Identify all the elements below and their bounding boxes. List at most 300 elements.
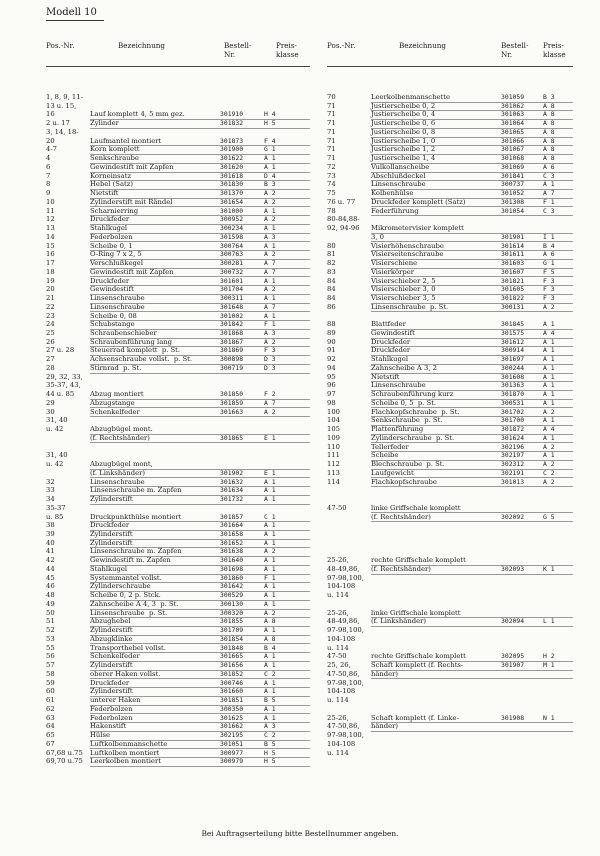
description-cell: Korneinsatz — [90, 171, 132, 180]
price-class-cell: B 5 — [264, 739, 276, 748]
pos-cell: 35-37 — [46, 503, 66, 512]
description-cell: Druckfeder — [90, 276, 130, 285]
pos-cell: 114 — [327, 477, 340, 486]
description-cell: Abzugbügel mont, — [90, 460, 153, 469]
pos-cell: 112 — [327, 460, 340, 469]
description-cell: Blechschraube p. St. — [371, 460, 445, 469]
order-number-cell: 300763 — [220, 250, 244, 259]
header-order-line2: Nr. — [501, 49, 513, 59]
price-class-cell: A 8 — [543, 136, 555, 145]
order-number-cell: 301865 — [220, 433, 244, 442]
pos-cell: 12 — [46, 215, 55, 224]
header-order-line1: Bestell- — [501, 41, 529, 50]
description-cell: 3, 0 — [371, 232, 384, 241]
price-class-cell: F 1 — [264, 573, 276, 582]
order-number-cell: 301607 — [501, 267, 525, 276]
price-class-cell: H 5 — [264, 757, 276, 766]
pos-cell: 63 — [46, 713, 55, 722]
row-dotted-rule — [90, 442, 310, 443]
description-cell: Justierscheibe 0, 6 — [371, 119, 436, 128]
description-cell: Schaft komplett (f. Rechts- — [371, 661, 464, 670]
price-class-cell: A 1 — [264, 477, 276, 486]
table-header-left — [46, 42, 310, 66]
order-number-cell: 301821 — [501, 276, 525, 285]
price-class-cell: L 1 — [543, 617, 555, 626]
price-class-cell: A 1 — [264, 564, 276, 573]
pos-cell: 111 — [327, 451, 340, 460]
description-cell: Hakenstift — [90, 722, 127, 731]
pos-cell: 71 — [327, 101, 336, 110]
order-number-cell: 300952 — [220, 215, 244, 224]
description-cell: rechte Griffschale komplett — [371, 652, 466, 661]
price-class-cell: F 3 — [543, 276, 555, 285]
description-cell: Korn komplett — [90, 145, 140, 154]
description-cell: Schraubenschieber — [90, 328, 157, 337]
pos-cell: 67 — [46, 739, 55, 748]
order-number-cell: 301605 — [501, 285, 525, 294]
pos-cell: 97-98,100, — [327, 678, 364, 687]
header-pos: Pos.-Nr. — [327, 41, 356, 50]
description-cell: Scheibe 0, 5 p. St. — [371, 398, 437, 407]
order-number-cell: 301859 — [220, 398, 244, 407]
pos-cell: 47-50,86, — [327, 669, 360, 678]
order-number-cell: 301634 — [220, 486, 244, 495]
description-cell: Justierscheibe 1, 0 — [371, 136, 436, 145]
pos-cell: 25-26, — [327, 713, 349, 722]
description-cell: O-Ring 7 x 2, 5 — [90, 250, 142, 259]
row-dotted-rule — [90, 416, 310, 417]
description-cell: Lauf komplett 4, 5 mm gez. — [90, 110, 185, 119]
order-number-cell: 301054 — [501, 206, 525, 215]
pos-cell: 30 — [46, 407, 55, 416]
order-number-cell: 300311 — [220, 294, 244, 303]
order-number-cell: 301698 — [220, 564, 244, 573]
price-class-cell: G 5 — [543, 512, 555, 521]
description-cell: Federbolzen — [90, 232, 133, 241]
row-dotted-rule — [90, 766, 310, 767]
order-number-cell: 302095 — [501, 652, 525, 661]
pos-cell: 71 — [327, 110, 336, 119]
description-cell: Zylinderstift — [90, 495, 133, 504]
price-class-cell: A 8 — [264, 617, 276, 626]
order-number-cell: 301700 — [501, 416, 525, 425]
description-cell: oberer Haken vollst. — [90, 669, 161, 678]
pos-cell: 51 — [46, 617, 55, 626]
order-number-cell: 301068 — [501, 154, 525, 163]
price-class-cell: A 1 — [264, 294, 276, 303]
price-class-cell: A 1 — [264, 713, 276, 722]
price-class-cell: F 3 — [264, 346, 276, 355]
pos-cell: 20 — [46, 285, 55, 294]
pos-cell: 65 — [46, 731, 55, 740]
order-number-cell: 301632 — [220, 477, 244, 486]
price-class-cell: A 1 — [543, 180, 555, 189]
pos-cell: 34 — [46, 495, 55, 504]
pos-cell: 84 — [327, 285, 336, 294]
description-cell: Zahnscheibe A 3, 2 — [371, 363, 437, 372]
pos-cell: 83 — [327, 267, 336, 276]
order-number-cell: 301000 — [220, 206, 244, 215]
description-cell: Luftkolben montiert — [90, 748, 160, 757]
footer-note: Bei Auftragserteilung bitte Bestellnummer angeben. — [201, 829, 399, 838]
order-number-cell: 301870 — [501, 390, 525, 399]
pos-cell: 52 — [46, 626, 55, 635]
price-class-cell: F 3 — [543, 285, 555, 294]
description-cell: Transporthebel vollst. — [90, 643, 166, 652]
pos-cell: 104-108 — [327, 687, 356, 696]
description-cell: Scheibe 0, 08 — [90, 311, 137, 320]
price-class-cell: I 1 — [543, 232, 555, 241]
pos-cell: 89 — [327, 328, 336, 337]
header-rule-right — [327, 66, 573, 67]
description-cell: Leerkolbenmanschette — [371, 93, 450, 101]
description-cell: Nietstift — [371, 372, 400, 381]
description-cell: Tellerfeder — [371, 442, 409, 451]
order-number-cell: 301841 — [501, 171, 525, 180]
pos-cell: 62 — [46, 704, 55, 713]
pos-cell: 13 u. 15, — [46, 101, 77, 110]
header-description: Bezeichnung — [118, 41, 166, 50]
description-cell: unterer Haken — [90, 696, 141, 705]
order-number-cell: 301638 — [220, 547, 244, 556]
price-class-cell: N 1 — [543, 713, 555, 722]
pos-cell: 90 — [327, 337, 336, 346]
price-class-cell: A 7 — [264, 259, 276, 268]
price-class-cell: A 2 — [543, 407, 555, 416]
pos-cell: 92 — [327, 355, 336, 364]
pos-cell: 92, 94-96 — [327, 224, 360, 233]
description-cell: Druckfeder — [90, 215, 130, 224]
pos-cell: 84 — [327, 294, 336, 303]
price-class-cell: C 3 — [543, 171, 555, 180]
price-class-cell: A 1 — [543, 372, 555, 381]
pos-cell: 97-98,100, — [327, 573, 364, 582]
description-cell: Druckpunkthülse montiert — [90, 512, 182, 521]
order-number-cell: 301704 — [220, 285, 244, 294]
price-class-cell: A 1 — [264, 276, 276, 285]
price-class-cell: A 1 — [264, 591, 276, 600]
price-class-cell: F 5 — [543, 267, 555, 276]
price-class-cell: K 1 — [543, 564, 555, 573]
description-cell: Abzugstange — [90, 398, 135, 407]
description-cell: Scheibe 0, 2 p. Stck. — [90, 591, 161, 600]
description-cell: händer) — [371, 669, 399, 678]
description-cell: Linsenschraube m. Zapfen — [90, 486, 182, 495]
order-number-cell: 301065 — [501, 127, 525, 136]
row-dotted-rule — [90, 119, 310, 120]
order-number-cell: 301873 — [220, 136, 244, 145]
description-cell: Druckfeder — [371, 346, 411, 355]
pos-cell: 97-98,100, — [327, 626, 364, 635]
description-cell: Scheibe — [371, 451, 399, 460]
description-cell: Zylinderstift — [90, 530, 133, 538]
price-class-cell: A 7 — [264, 267, 276, 276]
description-cell: Abzugbügel mont. — [90, 425, 153, 434]
pos-cell: 16 — [46, 110, 55, 119]
description-cell: Kolbenhülse — [371, 189, 414, 198]
pos-cell: 4-7 — [46, 145, 57, 154]
row-dotted-rule — [371, 311, 573, 312]
pos-cell: 104 — [327, 416, 340, 425]
pos-cell: 100 — [327, 407, 340, 416]
price-class-cell: A 3 — [264, 722, 276, 731]
order-number-cell: 301665 — [220, 652, 244, 661]
price-class-cell: A 3 — [264, 232, 276, 241]
order-number-cell: 301855 — [220, 617, 244, 626]
pos-cell: 59 — [46, 678, 55, 687]
price-class-cell: A 1 — [264, 704, 276, 713]
order-number-cell: 301640 — [220, 556, 244, 565]
pos-cell: 97 — [327, 390, 336, 399]
pos-cell: 10 — [46, 197, 55, 206]
pos-cell: 41 — [46, 547, 55, 556]
order-number-cell: 301830 — [220, 180, 244, 189]
parts-table-right — [327, 41, 573, 757]
price-class-cell: H 4 — [264, 110, 276, 119]
price-class-cell: A 1 — [264, 530, 276, 538]
header-order-number — [224, 42, 251, 59]
description-cell: Zylinder — [90, 119, 119, 128]
order-number-cell: 301867 — [220, 337, 244, 346]
price-class-cell: A 1 — [543, 398, 555, 407]
header-price-line1: Preis- — [276, 41, 297, 50]
header-price-line2: klasse — [276, 49, 299, 59]
price-class-cell: A 1 — [543, 451, 555, 460]
pos-cell: 28 — [46, 363, 55, 372]
price-class-cell: A 1 — [543, 363, 555, 372]
order-number-cell: 302092 — [501, 512, 525, 521]
row-dotted-rule — [371, 626, 573, 627]
order-number-cell: 301869 — [220, 346, 244, 355]
price-class-cell: A 8 — [543, 127, 555, 136]
price-class-cell: B 3 — [543, 93, 555, 101]
price-class-cell: C 3 — [543, 206, 555, 215]
description-cell: Scheibe 0, 1 — [90, 241, 133, 250]
pos-cell: 81 — [327, 250, 336, 259]
pos-cell: 9 — [46, 189, 51, 198]
price-class-cell: A 6 — [543, 162, 555, 171]
pos-cell: 20 — [46, 136, 55, 145]
pos-cell: 71 — [327, 145, 336, 154]
description-cell: Schraubenführung kurz — [371, 390, 454, 399]
row-dotted-rule — [90, 731, 310, 732]
description-cell: Zahnscheibe A 4, 3 p. St. — [90, 599, 179, 608]
order-number-cell: 301363 — [501, 381, 525, 390]
description-cell: Plattenführung — [371, 425, 424, 434]
description-cell: Visierschieber 2, 5 — [371, 276, 436, 285]
pos-cell: 76 u. 77 — [327, 197, 356, 206]
price-class-cell: A 1 — [264, 495, 276, 504]
price-class-cell: A 1 — [543, 381, 555, 390]
price-class-cell: A 4 — [543, 425, 555, 434]
pos-cell: 74 — [327, 180, 336, 189]
description-cell: Zylinderstift mit Rändel — [90, 197, 173, 206]
price-class-cell: A 2 — [264, 547, 276, 556]
pos-cell: 75 — [327, 189, 336, 198]
pos-cell: u. 85 — [46, 512, 64, 521]
pos-cell: 60 — [46, 687, 55, 696]
description-cell: Federbolzen — [90, 713, 133, 722]
pos-cell: 47-50 — [327, 503, 347, 512]
pos-cell: 47-50 — [327, 652, 347, 661]
description-cell: Zylinderschraube — [90, 582, 151, 591]
pos-cell: 72 — [327, 162, 336, 171]
description-cell: Schubstange — [90, 320, 135, 329]
pos-cell: 48 — [46, 591, 55, 600]
order-number-cell: 301652 — [220, 538, 244, 547]
pos-cell: 96 — [327, 381, 336, 390]
row-dotted-rule — [371, 574, 573, 575]
pos-cell: 110 — [327, 442, 340, 451]
pos-cell: 2 u. 17 — [46, 119, 70, 128]
pos-cell: 47-50,86, — [327, 722, 360, 731]
row-dotted-rule — [90, 128, 310, 129]
price-class-cell: A 1 — [264, 661, 276, 670]
order-number-cell: 301308 — [501, 197, 525, 206]
parts-table-left — [46, 41, 310, 766]
order-number-cell: 302094 — [501, 617, 525, 626]
pos-cell: 71 — [327, 119, 336, 128]
pos-cell: 104-108 — [327, 634, 356, 643]
order-number-cell: 301063 — [501, 110, 525, 119]
header-price-line1: Preis- — [543, 41, 564, 50]
pos-cell: 78 — [327, 206, 336, 215]
pos-cell: 95 — [327, 372, 336, 381]
order-number-cell: 301052 — [501, 189, 525, 198]
pos-cell: 31, 40 — [46, 451, 68, 460]
pos-cell: 48-49,86, — [327, 564, 360, 573]
description-cell: Linsenschraube — [371, 381, 426, 390]
description-cell: Justierscheibe 1, 2 — [371, 145, 436, 154]
price-class-cell: B 4 — [543, 241, 555, 250]
description-cell: Abschlußdeckel — [371, 171, 426, 180]
price-class-cell: A 2 — [543, 460, 555, 469]
order-number-cell: 301868 — [220, 328, 244, 337]
order-number-cell: 301857 — [220, 512, 244, 521]
price-class-cell: A 1 — [264, 687, 276, 696]
price-class-cell: D 3 — [264, 363, 276, 372]
pos-cell: 19 — [46, 276, 55, 285]
description-cell: Stahlkugel — [371, 355, 409, 364]
order-number-cell: 300350 — [220, 704, 244, 713]
header-order-line2: Nr. — [224, 49, 236, 59]
pos-cell: 29, 32, 33, — [46, 372, 83, 381]
pos-cell: 27 — [46, 355, 55, 364]
price-class-cell: A 1 — [264, 224, 276, 233]
price-class-cell: A 1 — [543, 416, 555, 425]
price-class-cell: A 2 — [543, 477, 555, 486]
price-class-cell: G 1 — [264, 145, 276, 154]
order-number-cell: 300531 — [501, 398, 525, 407]
order-number-cell: 301901 — [501, 232, 525, 241]
price-class-cell: A 1 — [264, 486, 276, 495]
order-number-cell: 301854 — [220, 634, 244, 643]
price-class-cell: A 1 — [264, 154, 276, 163]
description-cell: linke Griffschale komplett — [371, 503, 461, 512]
order-number-cell: 300244 — [501, 363, 525, 372]
pos-cell: 16 — [46, 250, 55, 259]
description-cell: Linsenschraube — [90, 477, 145, 486]
description-cell: Blattfeder — [371, 320, 406, 329]
description-cell: Nietstift — [90, 189, 119, 198]
price-class-cell: A 1 — [543, 355, 555, 364]
price-class-cell: A 3 — [264, 328, 276, 337]
order-number-cell: 300979 — [220, 757, 244, 766]
description-cell: Linsenschraube — [371, 180, 426, 189]
order-number-cell: 301908 — [501, 713, 525, 722]
description-cell: Druckfeder — [371, 337, 411, 346]
price-class-cell: A 2 — [264, 250, 276, 259]
description-cell: Achsenschraube vollst. p. St. — [90, 355, 193, 364]
price-class-cell: B 3 — [264, 180, 276, 189]
order-number-cell: 301658 — [220, 530, 244, 538]
order-number-cell: 301845 — [501, 320, 525, 329]
order-number-cell: 301656 — [220, 661, 244, 670]
order-number-cell: 301860 — [220, 573, 244, 582]
pos-cell: 104-108 — [327, 739, 356, 748]
price-class-cell: A 2 — [543, 442, 555, 451]
pos-cell: u. 42 — [46, 425, 64, 434]
order-number-cell: 301013 — [501, 477, 525, 486]
description-cell: Druckfeder — [90, 678, 130, 687]
price-class-cell: F 1 — [264, 320, 276, 329]
description-cell: Stahlkugel — [90, 224, 128, 233]
order-number-cell: 301900 — [220, 145, 244, 154]
price-class-cell: A 6 — [543, 250, 555, 259]
pos-cell: 97-98,100, — [327, 731, 364, 740]
pos-cell: 21 — [46, 294, 55, 303]
order-number-cell: 301620 — [220, 162, 244, 171]
order-number-cell: 301850 — [220, 390, 244, 399]
description-cell: Zylinderstift — [90, 687, 133, 696]
price-class-cell: F 4 — [264, 136, 276, 145]
price-class-cell: A 1 — [543, 320, 555, 329]
order-number-cell: 301370 — [220, 189, 244, 198]
pos-cell: 4 — [46, 154, 51, 163]
price-class-cell: A 1 — [264, 652, 276, 661]
pos-cell: 40 — [46, 538, 55, 547]
price-class-cell: A 1 — [264, 241, 276, 250]
pos-cell: 31, 40 — [46, 416, 68, 425]
price-class-cell: A 1 — [543, 346, 555, 355]
order-number-cell: 302191 — [501, 468, 525, 477]
pos-cell: 35-37, 43, — [46, 381, 81, 390]
pos-cell: 45 — [46, 573, 55, 582]
pos-cell: 73 — [327, 171, 336, 180]
price-class-cell: A 2 — [264, 215, 276, 224]
description-cell: Schaft komplett (f. Linke- — [371, 713, 459, 722]
price-class-cell: A 1 — [543, 390, 555, 399]
order-number-cell: 301002 — [220, 311, 244, 320]
pos-cell: 71 — [327, 154, 336, 163]
price-class-cell: A 1 — [264, 678, 276, 687]
pos-cell: 82 — [327, 259, 336, 268]
order-number-cell: 301664 — [220, 521, 244, 530]
description-cell: (f. Linkshänder) — [90, 468, 145, 477]
order-number-cell: 301907 — [501, 661, 525, 670]
pos-cell: 53 — [46, 634, 55, 643]
price-class-cell: C 1 — [264, 512, 276, 521]
price-class-cell: A 1 — [543, 433, 555, 442]
price-class-cell: A 8 — [264, 634, 276, 643]
order-number-cell: 301642 — [220, 582, 244, 591]
pos-cell: u. 114 — [327, 643, 349, 652]
pos-cell: 113 — [327, 468, 340, 477]
order-number-cell: 300719 — [220, 363, 244, 372]
header-order-line1: Bestell- — [224, 41, 252, 50]
pos-cell: 42 — [46, 556, 55, 565]
order-number-cell: 302093 — [501, 564, 525, 573]
